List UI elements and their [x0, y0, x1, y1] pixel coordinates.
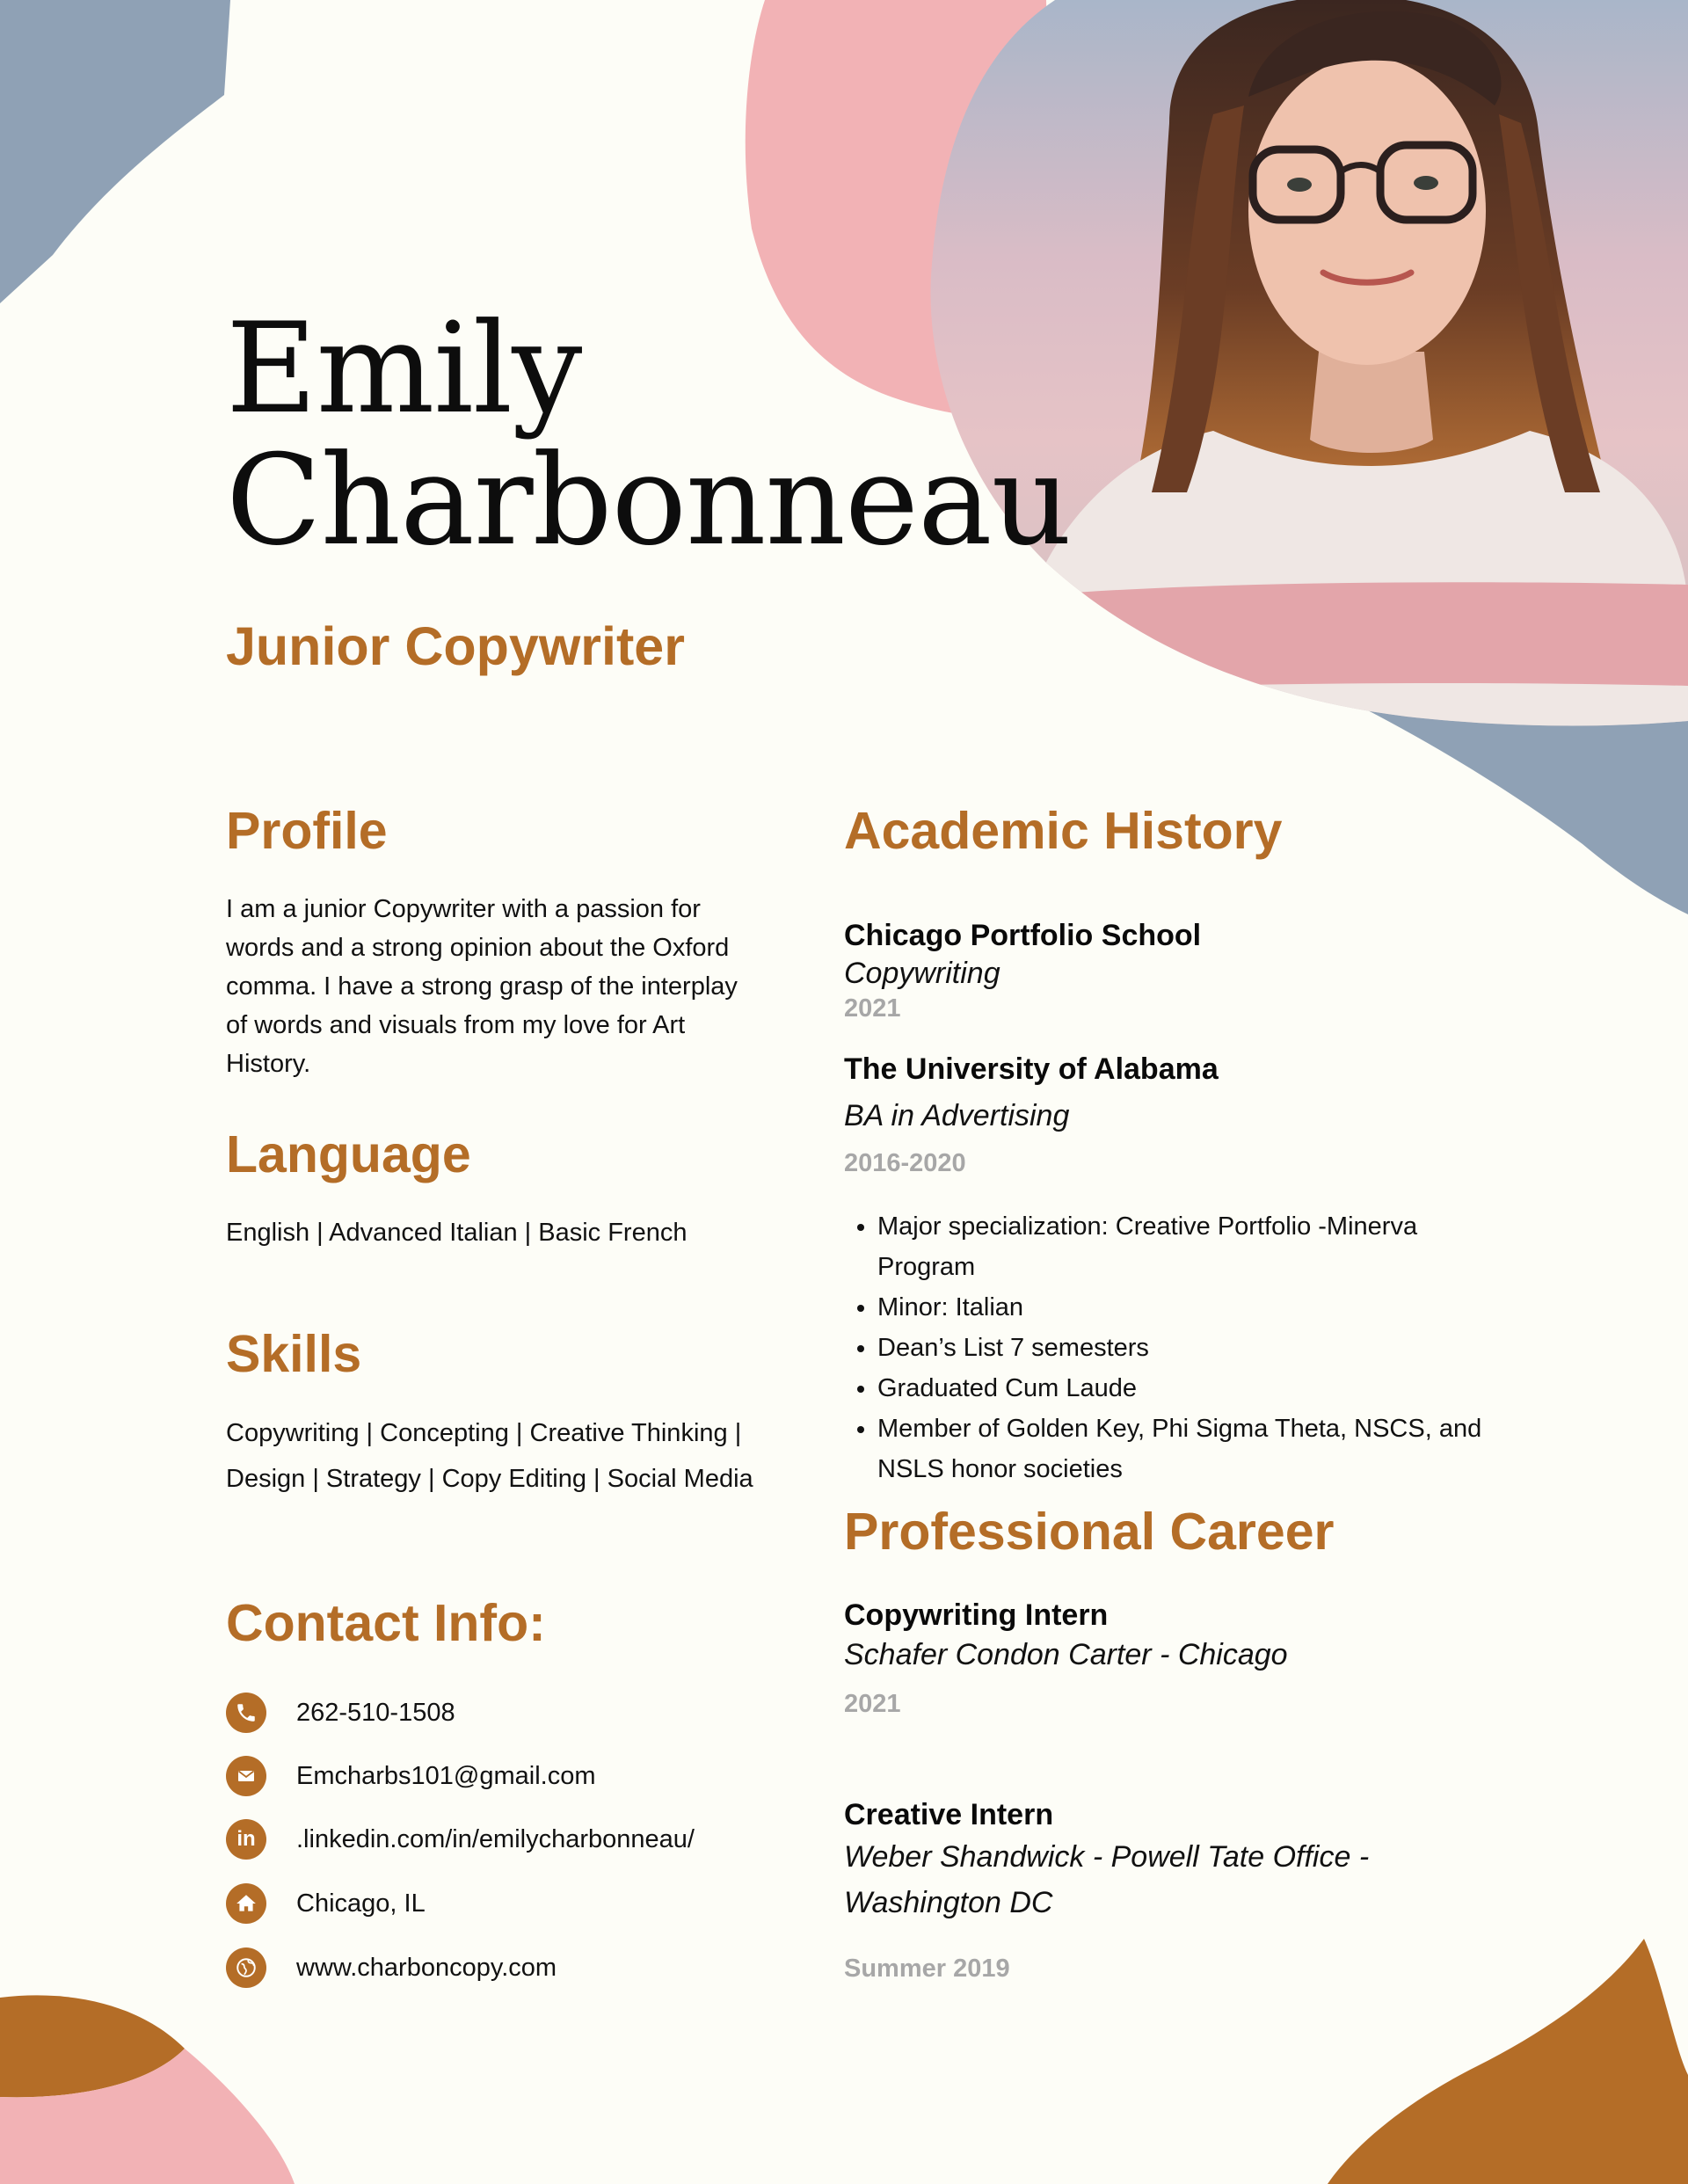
- job-year: Summer 2019: [844, 1955, 1010, 1983]
- email-address[interactable]: Emcharbs101@gmail.com: [296, 1761, 596, 1790]
- academic-achievements-list: [844, 1206, 1510, 1489]
- job-title: Creative Intern: [844, 1798, 1054, 1831]
- degree: Copywriting: [844, 957, 1000, 990]
- list-item: • Graduated Cum Laude: [877, 1368, 1510, 1409]
- contact-phone: [226, 1692, 455, 1734]
- job-role: Junior Copywriter: [226, 616, 685, 676]
- last-name: Charbonneau: [226, 428, 1072, 573]
- job-organization: [844, 1834, 1442, 1926]
- skills-line: Design | Strategy | Copy Editing | Social Media: [226, 1465, 753, 1493]
- degree: BA in Advertising: [844, 1099, 1070, 1132]
- profile-line: comma. I have a strong grasp of the interplay: [226, 972, 738, 1001]
- website-url[interactable]: www.charboncopy.com: [296, 1953, 557, 1982]
- phone-number[interactable]: 262-510-1508: [296, 1698, 455, 1727]
- home-icon: [226, 1883, 266, 1924]
- school-name: Chicago Portfolio School: [844, 919, 1202, 952]
- job-organization: Schafer Condon Carter - Chicago: [844, 1638, 1288, 1671]
- candidate-name: [226, 296, 1072, 573]
- profile-text: [226, 890, 738, 1083]
- contact-location: [226, 1882, 426, 1925]
- career-heading: Professional Career: [844, 1503, 1335, 1561]
- contact-linkedin: [226, 1818, 695, 1860]
- profile-heading: Profile: [226, 802, 388, 860]
- job-year: 2021: [844, 1690, 901, 1718]
- profile-line: I am a junior Copywriter with a passion for: [226, 895, 701, 923]
- contact-website: [226, 1947, 557, 1989]
- list-item: • Minor: Italian: [877, 1287, 1510, 1328]
- edu-year: 2021: [844, 994, 901, 1023]
- skills-text: [226, 1410, 753, 1502]
- academic-heading: Academic History: [844, 802, 1283, 860]
- linkedin-url[interactable]: .linkedin.com/in/emilycharbonneau/: [296, 1824, 695, 1853]
- profile-line: of words and visuals from my love for Art: [226, 1011, 686, 1039]
- linkedin-icon: in: [226, 1819, 266, 1860]
- list-item: • Dean’s List 7 semesters: [877, 1328, 1510, 1368]
- skills-heading: Skills: [226, 1325, 362, 1383]
- globe-icon: [226, 1947, 266, 1988]
- contact-email: [226, 1755, 596, 1797]
- job-org-line: Weber Shandwick - Powell Tate Office -: [844, 1840, 1370, 1874]
- mail-icon: [226, 1756, 266, 1796]
- school-name: The University of Alabama: [844, 1052, 1219, 1086]
- language-heading: Language: [226, 1125, 471, 1183]
- phone-icon: [226, 1693, 266, 1733]
- job-org-line: Washington DC: [844, 1886, 1053, 1919]
- list-item: • Major specialization: Creative Portfolio -Minerva Program: [877, 1206, 1510, 1287]
- first-name: Emily: [226, 296, 582, 441]
- accent-blob-bottom-right: [1328, 1939, 1688, 2184]
- language-text: English | Advanced Italian | Basic French: [226, 1219, 688, 1247]
- profile-line: words and a strong opinion about the Oxford: [226, 934, 730, 962]
- job-title: Copywriting Intern: [844, 1598, 1109, 1632]
- location-text: Chicago, IL: [296, 1889, 426, 1918]
- profile-line: History.: [226, 1050, 311, 1078]
- contact-heading: Contact Info:: [226, 1594, 546, 1652]
- edu-year: 2016-2020: [844, 1149, 966, 1177]
- list-item: • Member of Golden Key, Phi Sigma Theta, NSCS, and NSLS honor societies: [877, 1409, 1510, 1489]
- skills-line: Copywriting | Concepting | Creative Thinking |: [226, 1419, 742, 1447]
